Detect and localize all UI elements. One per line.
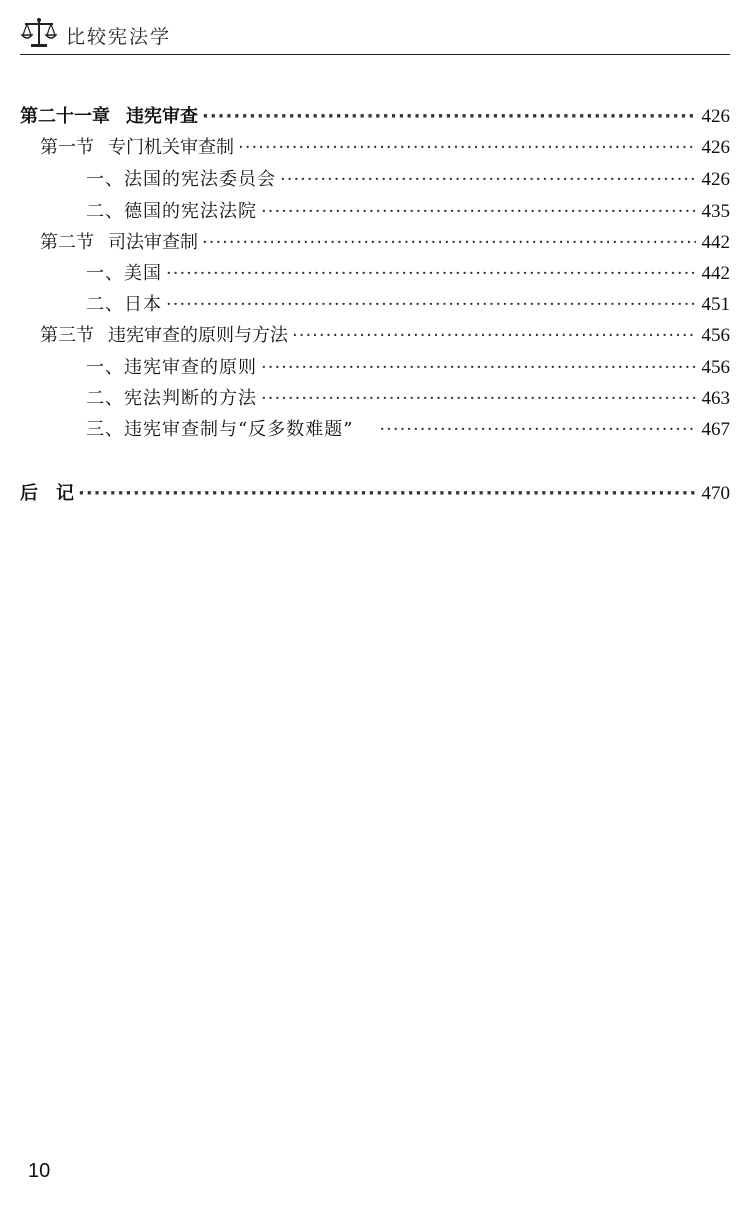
section-title: 违宪审查的原则与方法 — [108, 325, 288, 346]
dot-leader — [166, 259, 696, 289]
dot-leader — [292, 321, 696, 351]
item-title: 二、德国的宪法法院 — [86, 201, 257, 222]
page-number: 426 — [701, 137, 730, 158]
toc-entry-section-1[interactable] — [40, 133, 730, 163]
toc-entry-item[interactable] — [86, 415, 730, 445]
page-number: 442 — [701, 263, 730, 284]
item-title: 二、宪法判断的方法 — [86, 388, 257, 409]
toc-entry-item[interactable] — [86, 197, 730, 227]
page-number: 470 — [701, 483, 730, 504]
toc-entry-section-3[interactable] — [40, 321, 730, 351]
section-number: 第一节 — [40, 137, 94, 158]
chapter-number: 第二十一章 — [20, 106, 110, 127]
page-number: 456 — [701, 325, 730, 346]
dot-leader — [280, 165, 696, 195]
header-rule — [20, 54, 730, 55]
page-number: 463 — [701, 388, 730, 409]
toc-entry-item[interactable] — [86, 353, 730, 383]
item-title: 三、违宪审查制与“反多数难题” — [86, 419, 354, 440]
page-number: 451 — [701, 294, 730, 315]
toc-entry-section-2[interactable] — [40, 228, 730, 258]
item-title: 一、法国的宪法委员会 — [86, 169, 276, 190]
dot-leader — [238, 133, 696, 163]
dot-leader — [78, 479, 696, 509]
dot-leader — [379, 415, 695, 445]
item-title: 一、违宪审查的原则 — [86, 357, 257, 378]
chapter-title: 违宪审查 — [126, 106, 198, 127]
dot-leader — [202, 102, 696, 132]
page-number: 426 — [701, 169, 730, 190]
section-number: 第二节 — [40, 232, 94, 253]
toc-entry-item[interactable] — [86, 290, 730, 320]
dot-leader — [261, 197, 696, 227]
header-title: 比较宪法学 — [66, 26, 172, 48]
item-title: 一、美国 — [86, 263, 162, 284]
toc-entry-item[interactable] — [86, 165, 730, 195]
section-number: 第三节 — [40, 325, 94, 346]
page-number: 435 — [701, 201, 730, 222]
section-title: 司法审查制 — [108, 232, 198, 253]
toc-entry-item[interactable] — [86, 384, 730, 414]
running-header — [20, 16, 730, 54]
toc-entry-item[interactable] — [86, 259, 730, 289]
dot-leader — [261, 384, 696, 414]
section-title: 专门机关审查制 — [108, 137, 234, 158]
page-number: 467 — [701, 419, 730, 440]
afterword-title: 后 记 — [20, 483, 74, 504]
page-number: 456 — [701, 357, 730, 378]
scales-of-justice-icon — [20, 16, 58, 50]
dot-leader — [261, 353, 696, 383]
page-number: 442 — [701, 232, 730, 253]
toc-entry-afterword[interactable] — [20, 479, 730, 509]
folio-page-number: 10 — [28, 1160, 51, 1182]
dot-leader — [202, 228, 696, 258]
toc-entry-chapter-21[interactable] — [20, 102, 730, 132]
dot-leader — [166, 290, 696, 320]
page-number: 426 — [701, 106, 730, 127]
item-title: 二、日本 — [86, 294, 162, 315]
